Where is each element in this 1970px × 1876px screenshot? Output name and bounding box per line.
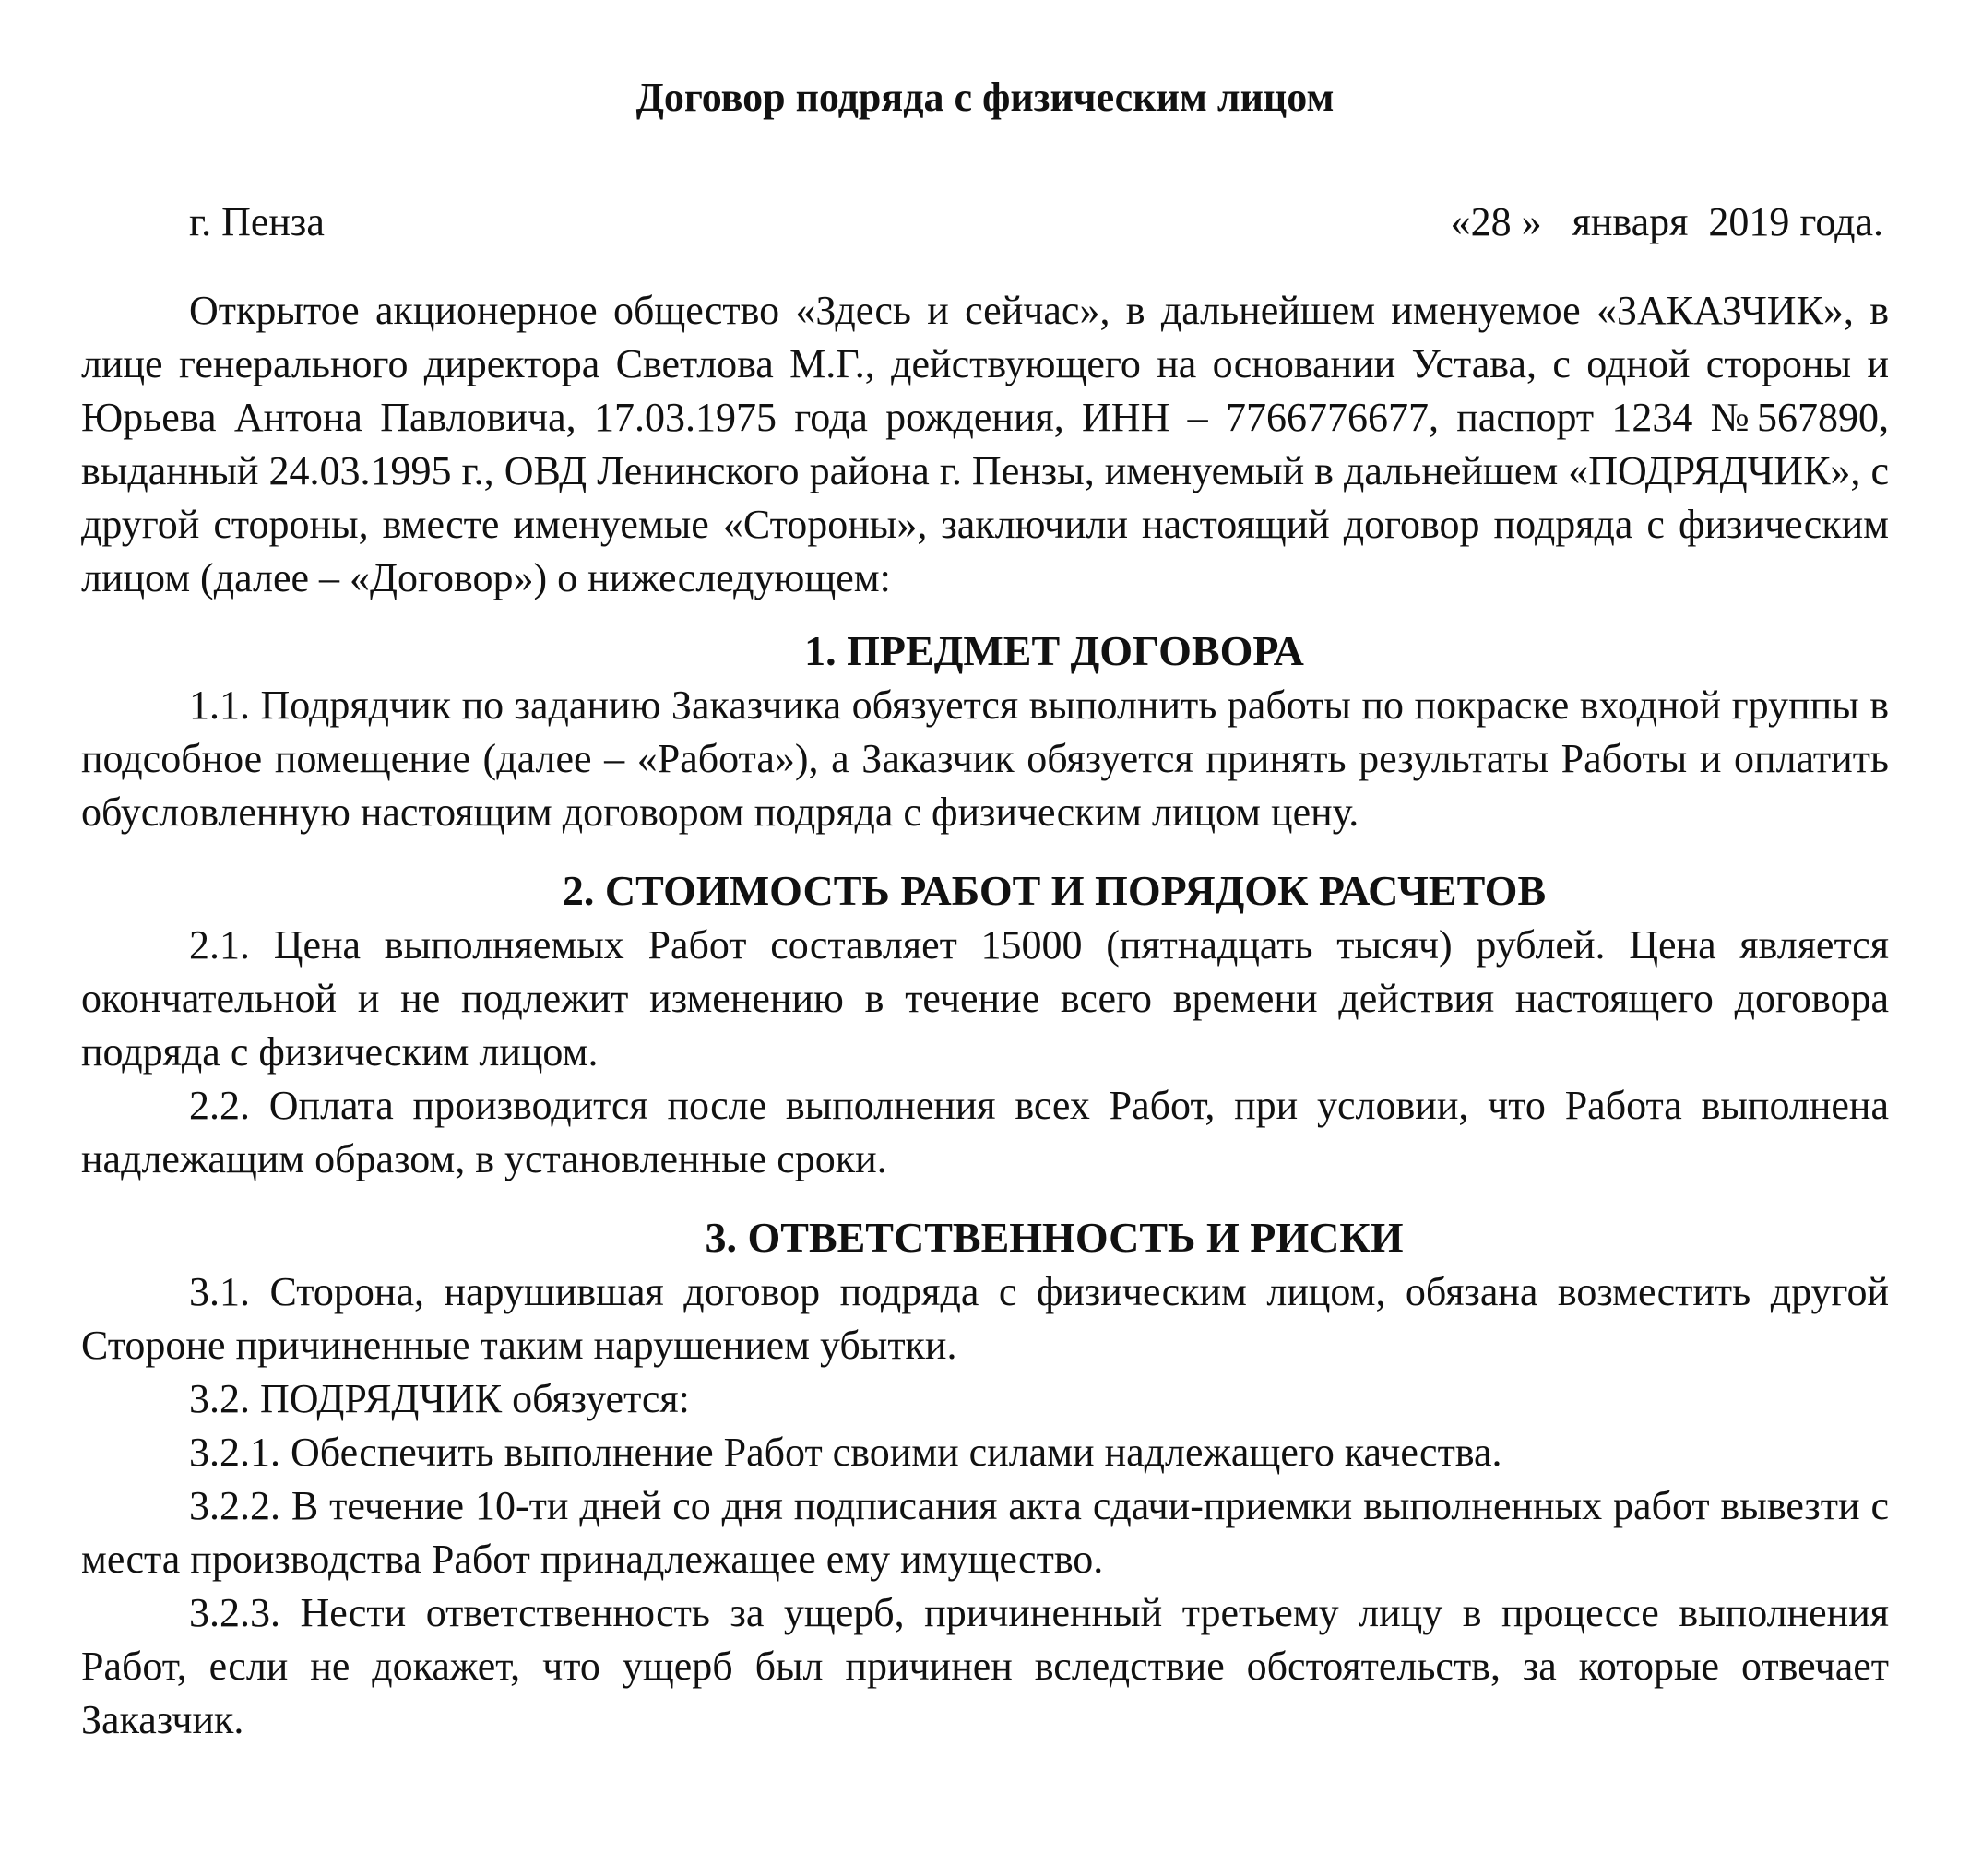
intro-paragraph: Открытое акционерное общество «Здесь и сейчас», в дальнейшем именуемое «ЗАКАЗЧИК», в лице генерального директора Светлова М.Г., действующего на основании Устава, с одной стороны и Юрьева Антона Павловича, 17.03.1975 года рождения, ИНН – 7766776677, паспорт 1234 №567890, выданный 24.03.1995 г., ОВД Ленинского района г. Пензы, именуемый в дальнейшем «ПОДРЯДЧИК», с другой стороны, вместе именуемые «Стороны», заключили настоящий договор подряда с физическим лицом (далее – «Договор») о нижеследующем:: [81, 288, 1889, 600]
clause-paragraph: 3.2. ПОДРЯДЧИК обязуется:: [189, 1376, 690, 1421]
clause-paragraph: 1.1. Подрядчик по заданию Заказчика обязуется выполнить работы по покраске входной группы в подсобное помещение (далее – «Работа»), а Заказчик обязуется принять результаты Работы и оплатить обусловленную настоящим договором подряда с физическим лицом цену.: [81, 683, 1889, 835]
section-heading: 3. ОТВЕТСТВЕННОСТЬ И РИСКИ: [705, 1214, 1404, 1261]
document-title: Договор подряда с физическим лицом: [635, 75, 1335, 120]
clause-paragraph: 3.1. Сторона, нарушившая договор подряда с физическим лицом, обязана возместить другой Стороне причиненные таким нарушением убытки.: [81, 1269, 1889, 1368]
section-heading: 2. СТОИМОСТЬ РАБОТ И ПОРЯДОК РАСЧЕТОВ: [562, 867, 1547, 914]
clause-paragraph: 3.2.1. Обеспечить выполнение Работ своими силами надлежащего качества.: [189, 1430, 1502, 1475]
section-heading: 1. ПРЕДМЕТ ДОГОВОРА: [804, 627, 1304, 674]
document-body: [81, 284, 1889, 1747]
city: г. Пенза: [189, 199, 325, 244]
place-date-line: [81, 196, 1889, 249]
clause-paragraph: 3.2.2. В течение 10-ти дней со дня подписания акта сдачи-приемки выполненных работ вывезти с места производства Работ принадлежащее ему имущество.: [81, 1483, 1889, 1582]
clause-paragraph: 2.2. Оплата производится после выполнения всех Работ, при условии, что Работа выполнена надлежащим образом, в установленные сроки.: [81, 1083, 1889, 1181]
clause-paragraph: 3.2.3. Нести ответственность за ущерб, причиненный третьему лицу в процессе выполнения Работ, если не докажет, что ущерб был причинен вследствие обстоятельств, за которые отвечает Заказчик.: [81, 1590, 1889, 1742]
clause-paragraph: 2.1. Цена выполняемых Работ составляет 15000 (пятнадцать тысяч) рублей. Цена является окончательной и не подлежит изменению в течение всего времени действия настоящего договора подряда с физическим лицом.: [81, 922, 1889, 1075]
contract-date: «28 » января 2019 года.: [1450, 199, 1883, 244]
